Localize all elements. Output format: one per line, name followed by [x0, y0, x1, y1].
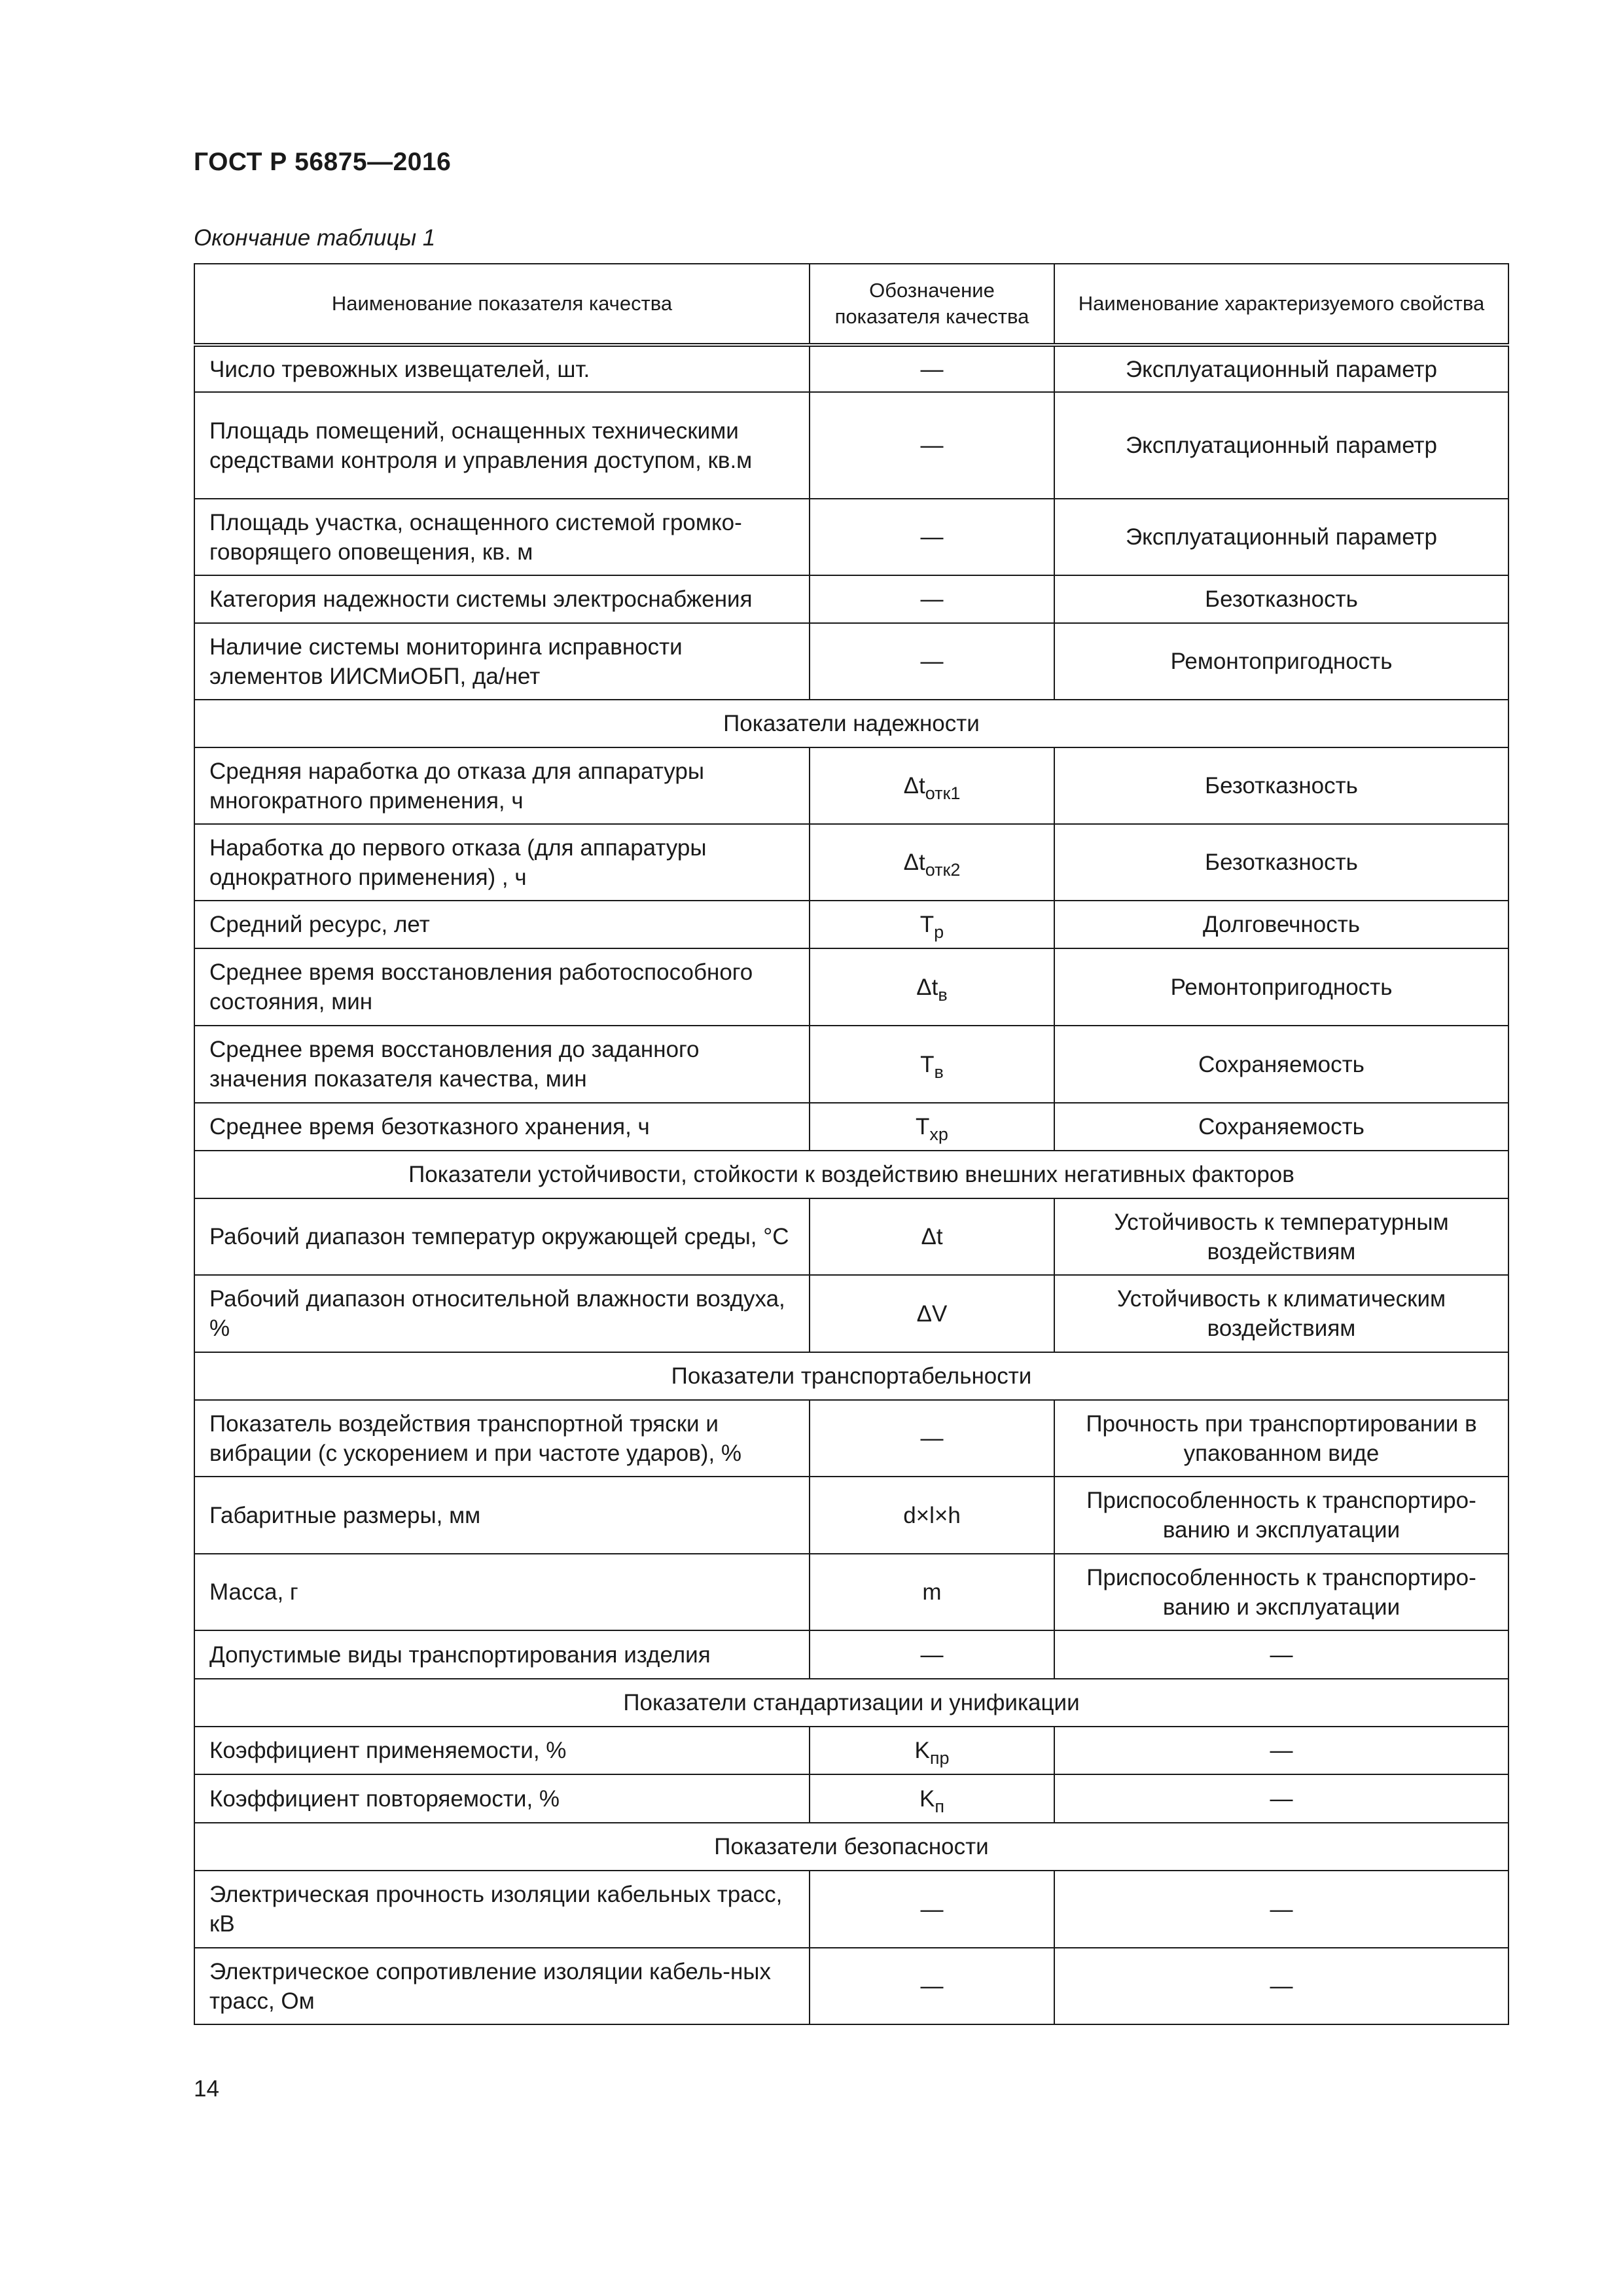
indicator-name: Среднее время восстановления до заданного значения показателя качества, мин — [194, 1026, 810, 1103]
indicator-name: Масса, г — [194, 1554, 810, 1630]
indicator-symbol: — — [810, 623, 1054, 700]
indicator-symbol: — — [810, 575, 1054, 623]
indicator-property: Эксплуатационный параметр — [1054, 392, 1508, 499]
table-row — [194, 1275, 1508, 1352]
table-row — [194, 901, 1508, 948]
indicator-property: Долговечность — [1054, 901, 1508, 948]
section-title: Показатели надежности — [194, 700, 1508, 747]
indicator-symbol: ΔV — [810, 1275, 1054, 1352]
indicator-property: Приспособленность к транспортиро-ванию и эксплуатации — [1054, 1477, 1508, 1554]
indicator-property: Устойчивость к климатическим воздействиям — [1054, 1275, 1508, 1352]
table-row — [194, 824, 1508, 901]
indicator-name: Рабочий диапазон температур окружающей среды, °С — [194, 1198, 810, 1275]
indicator-name: Наличие системы мониторинга исправности элементов ИИСМиОБП, да/нет — [194, 623, 810, 700]
indicator-symbol: $\Delta t_{отк1}$ — [810, 747, 1054, 824]
table-row — [194, 1400, 1508, 1477]
indicator-name: Средний ресурс, лет — [194, 901, 810, 948]
section-title: Показатели безопасности — [194, 1823, 1508, 1871]
indicator-name: Площадь помещений, оснащенных техническими средствами контроля и управления доступом, кв.м — [194, 392, 810, 499]
indicator-property: Ремонтопригодность — [1054, 948, 1508, 1026]
indicator-name: Категория надежности системы электроснабжения — [194, 575, 810, 623]
indicator-symbol: $\Delta t_{отк2}$ — [810, 824, 1054, 901]
indicator-symbol: m — [810, 1554, 1054, 1630]
table-row — [194, 499, 1508, 575]
section-row — [194, 700, 1508, 747]
indicator-name: Коэффициент применяемости, % — [194, 1727, 810, 1774]
indicator-property: Прочность при транспортировании в упакованном виде — [1054, 1400, 1508, 1477]
indicator-symbol: $K_п$ — [810, 1774, 1054, 1823]
table-row — [194, 747, 1508, 824]
indicator-symbol: Δt — [810, 1198, 1054, 1275]
indicator-name: Рабочий диапазон относительной влажности воздуха, % — [194, 1275, 810, 1352]
indicator-symbol: — — [810, 1948, 1054, 2024]
indicator-name: Среднее время восстановления работоспособного состояния, мин — [194, 948, 810, 1026]
indicator-property: Ремонтопригодность — [1054, 623, 1508, 700]
indicator-symbol: d×l×h — [810, 1477, 1054, 1554]
indicator-property: Устойчивость к температурным воздействиям — [1054, 1198, 1508, 1275]
indicator-name: Средняя наработка до отказа для аппаратуры многократного применения, ч — [194, 747, 810, 824]
indicator-property: Сохраняемость — [1054, 1103, 1508, 1151]
indicator-name: Электрическая прочность изоляции кабельных трасс, кВ — [194, 1871, 810, 1948]
indicator-name: Показатель воздействия транспортной тряски и вибрации (с ускорением и при частоте ударов), % — [194, 1400, 810, 1477]
indicator-symbol: — — [810, 1630, 1054, 1679]
indicator-symbol: $T_{хр}$ — [810, 1103, 1054, 1151]
table-row — [194, 1103, 1508, 1151]
section-row — [194, 1679, 1508, 1727]
table-row — [194, 1727, 1508, 1774]
indicator-property: — — [1054, 1727, 1508, 1774]
header-property-name: Наименование характеризуемого свойства — [1054, 264, 1508, 345]
table-row — [194, 948, 1508, 1026]
table-caption: Окончание таблицы 1 — [194, 225, 436, 251]
section-title: Показатели транспортабельности — [194, 1352, 1508, 1400]
indicator-property: Эксплуатационный параметр — [1054, 345, 1508, 392]
table-row — [194, 1871, 1508, 1948]
indicator-name: Площадь участка, оснащенного системой громко-говорящего оповещения, кв. м — [194, 499, 810, 575]
quality-indicators-table — [194, 263, 1509, 2025]
indicator-symbol: $\Delta t_в$ — [810, 948, 1054, 1026]
table-row — [194, 1026, 1508, 1103]
indicator-symbol: $T_р$ — [810, 901, 1054, 948]
indicator-symbol: $K_{пр}$ — [810, 1727, 1054, 1774]
indicator-name: Среднее время безотказного хранения, ч — [194, 1103, 810, 1151]
table-row — [194, 392, 1508, 499]
indicator-symbol: — — [810, 499, 1054, 575]
header-indicator-name: Наименование показателя качества — [194, 264, 810, 345]
table-row — [194, 1477, 1508, 1554]
table-row — [194, 1554, 1508, 1630]
indicator-property: Приспособленность к транспортиро-ванию и эксплуатации — [1054, 1554, 1508, 1630]
indicator-symbol: — — [810, 1871, 1054, 1948]
table-row — [194, 1198, 1508, 1275]
indicator-symbol: — — [810, 392, 1054, 499]
table-row — [194, 623, 1508, 700]
table-row — [194, 1630, 1508, 1679]
document-code: ГОСТ Р 56875—2016 — [194, 148, 452, 176]
header-indicator-symbol: Обозначение показателя качества — [810, 264, 1054, 345]
table-row — [194, 1774, 1508, 1823]
indicator-name: Допустимые виды транспортирования изделия — [194, 1630, 810, 1679]
indicator-property: — — [1054, 1948, 1508, 2024]
indicator-name: Коэффициент повторяемости, % — [194, 1774, 810, 1823]
indicator-name: Габаритные размеры, мм — [194, 1477, 810, 1554]
indicator-name: Электрическое сопротивление изоляции кабель-ных трасс, Ом — [194, 1948, 810, 2024]
section-row — [194, 1151, 1508, 1198]
table-row — [194, 345, 1508, 392]
table-row — [194, 575, 1508, 623]
indicator-name: Число тревожных извещателей, шт. — [194, 345, 810, 392]
indicator-symbol: $T_в$ — [810, 1026, 1054, 1103]
indicator-symbol: — — [810, 345, 1054, 392]
section-title: Показатели стандартизации и унификации — [194, 1679, 1508, 1727]
section-row — [194, 1352, 1508, 1400]
indicator-property: — — [1054, 1630, 1508, 1679]
table-row — [194, 1948, 1508, 2024]
indicator-name: Наработка до первого отказа (для аппаратуры однократного применения) , ч — [194, 824, 810, 901]
indicator-property: Безотказность — [1054, 747, 1508, 824]
indicator-symbol: — — [810, 1400, 1054, 1477]
section-row — [194, 1823, 1508, 1871]
indicator-property: — — [1054, 1871, 1508, 1948]
indicator-property: Эксплуатационный параметр — [1054, 499, 1508, 575]
indicator-property: Безотказность — [1054, 575, 1508, 623]
indicator-property: Безотказность — [1054, 824, 1508, 901]
table-header-row — [194, 264, 1508, 345]
indicator-property: Сохраняемость — [1054, 1026, 1508, 1103]
page-number: 14 — [194, 2076, 219, 2102]
section-title: Показатели устойчивости, стойкости к воздействию внешних негативных факторов — [194, 1151, 1508, 1198]
indicator-property: — — [1054, 1774, 1508, 1823]
